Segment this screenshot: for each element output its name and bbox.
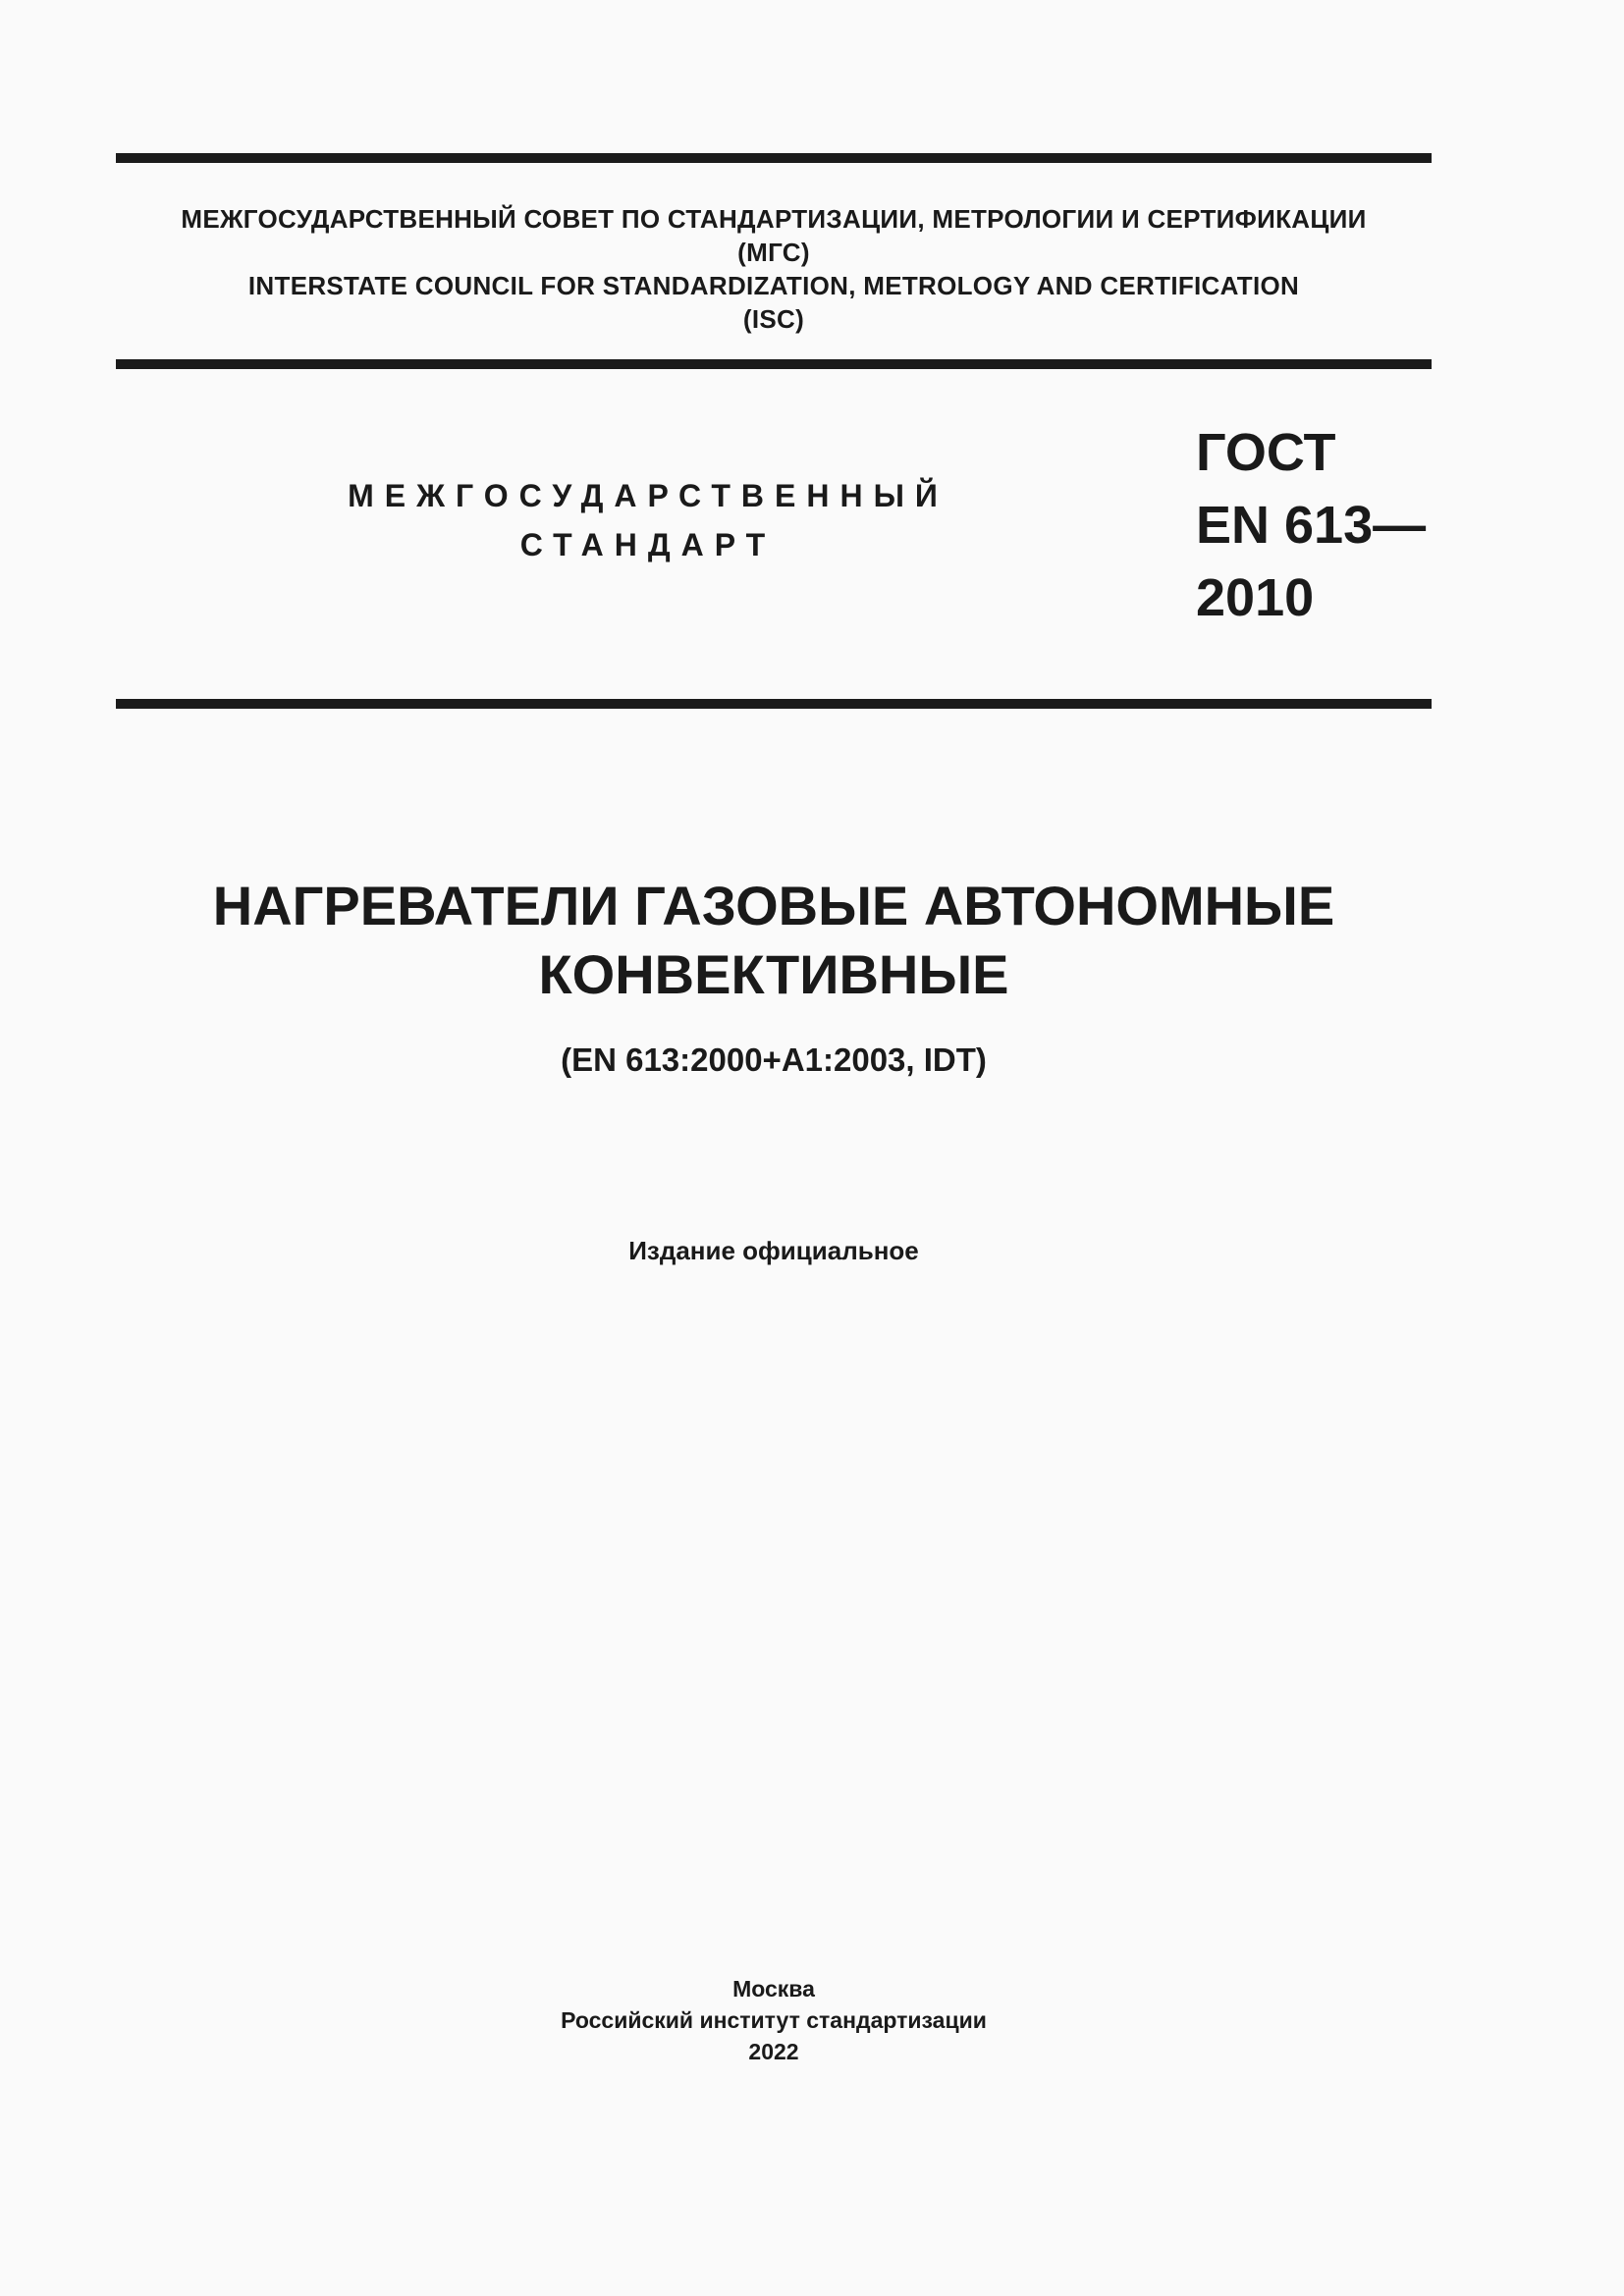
council-bottom-rule	[116, 359, 1432, 369]
council-abbr-en: (ISC)	[742, 304, 805, 334]
reference-standard: (EN 613:2000+A1:2003, IDT)	[561, 1041, 987, 1078]
standard-number-line2: EN 613—	[1196, 496, 1427, 555]
council-name-ru: МЕЖГОСУДАРСТВЕННЫЙ СОВЕТ ПО СТАНДАРТИЗАЦИИ, МЕТРОЛОГИИ И СЕРТИФИКАЦИИ	[181, 204, 1367, 234]
edition-note: Издание официальное	[628, 1236, 919, 1265]
standard-number-line1: ГОСТ	[1196, 423, 1336, 482]
standard-type	[255, 471, 1041, 569]
title-line1: НАГРЕВАТЕЛИ ГАЗОВЫЕ АВТОНОМНЫЕ	[212, 875, 1335, 936]
imprint-year: 2022	[748, 2039, 799, 2064]
council-header	[116, 202, 1432, 336]
top-rule	[116, 153, 1432, 163]
council-abbr-ru: (МГС)	[737, 238, 810, 267]
standard-number-line3: 2010	[1196, 568, 1315, 627]
council-name-en: INTERSTATE COUNCIL FOR STANDARDIZATION, METROLOGY AND CERTIFICATION	[247, 271, 1300, 300]
imprint	[116, 1973, 1432, 2067]
imprint-city: Москва	[732, 1976, 815, 2002]
standard-number	[1196, 416, 1426, 634]
document-title	[116, 872, 1432, 1009]
header-bottom-rule	[116, 699, 1432, 709]
standard-type-line1: МЕЖГОСУДАРСТВЕННЫЙ	[348, 478, 948, 513]
standard-type-line2: СТАНДАРТ	[519, 527, 777, 562]
title-line2: КОНВЕКТИВНЫЕ	[538, 943, 1009, 1005]
imprint-publisher: Российский институт стандартизации	[561, 2007, 987, 2033]
